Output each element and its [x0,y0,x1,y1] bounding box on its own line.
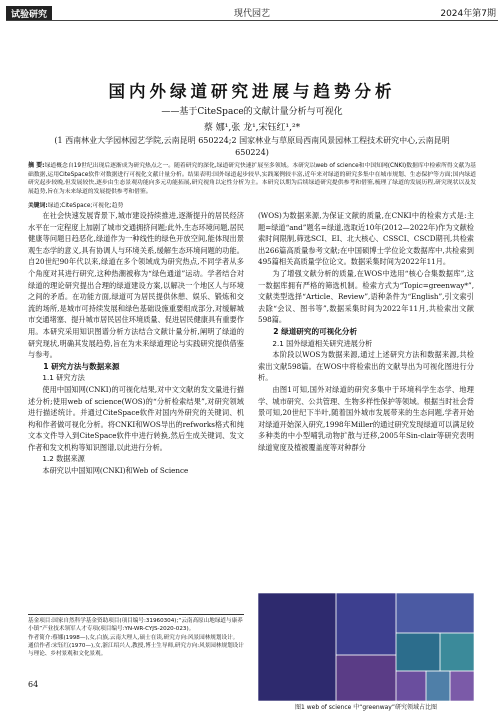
page-number: 64 [28,680,39,689]
keywords-text: 绿道;CiteSpace;可视化;趋势 [47,203,124,209]
paragraph-2-1a: 本阶段以WOS为数据来源,通过上述研究方法和数据来源,共检索出文献598篇。在WOS中将检索出的文献导出为可视化图进行分析。 [258,350,474,383]
paragraph-wos-method: 为了增强文献分析的质量,在WOS中选用“核心合集数据库”,这一数据库拥有严格的筛选机制。检索方式为“Topic=greenway*”,文献类型选择“Article、Review”,语种条件为“English”,引文索引去除“会议、图书等”,数据采集时间为2022年11月,共检索出文献598篇。 [258,268,474,325]
keywords [28,200,476,209]
subsection-heading-1-1: 1.1 研究方法 [42,373,85,383]
abstract-label: 摘 要: [28,162,45,169]
article-title: 国内外绿道研究进展与趋势分析 [108,82,396,101]
section-heading-2: 2 绿道研究的可视化分析 [273,326,358,336]
abstract-text: 绿道概念自19世纪出现后逐渐成为研究热点之一。随着研究的深化,绿道研究快速扩展至多领域。本研究以web of science和中国知网(CNKI)数据库中检索所得文献为基础数据,运用CiteSpace软件对数据进行可视化文献计量分析。结果表明:国外绿道起步较早,实践案例较丰富,近年来对绿道的研究多集中在城市规划、生态保护等方面;国内绿道研究起步较晚,但发展较快,逐步由生态景观功能向多元功能拓展,研究视角以定性分析为主。本研究以期为后续绿道研究提供参考和借鉴,梳理了绿道的发展历程,研究现状以及发展趋势,旨在为未来绿道的发展提供参考和借鉴。 [28,163,476,196]
figure-treemap [258,593,474,701]
treemap-graphic [258,593,474,701]
author-list: 蔡 娜¹,张 龙¹,宋钰红¹,²* [203,123,301,133]
footnote [28,614,244,658]
right-column [258,210,474,453]
figure-caption: 图1 web of science 中“greenway”研究领域占比图 [295,704,437,711]
header-rule [6,20,498,21]
issue-label: 2024年第7期 [440,9,496,19]
affiliation: (1 西南林业大学园林园艺学院,云南昆明 650224;2 国家林业与草原局西南风景园林工程技术研究中心,云南昆明 650224) [54,136,450,157]
article-subtitle: ——基于CiteSpace的文献计量分析与可视化 [161,107,343,117]
paragraph-1-1: 使用中国知网(CNKI)的可视化结果,对中文文献的发文量进行描述分析;使用web of science(WOS)的“分析检索结果”,对研究领域进行描述统计。并通过CiteSpace软件对国内外研究的关键词、机构和作者做可视化分析。将CNKI和WOS导出的refworks格式和纯文本文件导入到CiteSpace软件中进行转换,然后生成关键词、发文作者和发文机构等知识图谱,以此进行分析。 [28,384,244,452]
intro-paragraph: 在社会快速发展背景下,城市建设持续推进,逐渐提升的居民经济水平在一定程度上加剧了城市交通拥挤问题;此外,生态环境问题,居民健康等问题日趋恶化,绿道作为一种线性的绿色开放空间,能体现出景观生态学的意义,具有协调人与环境关系,缓解生态环境问题的功能。自20世纪90年代以来,绿道在多个领域成为研究热点,不同学者从多个角度对其进行研究,这种热潮被称为“绿色通道”运动。学者结合对绿道的理论研究提出合理的绿道建设方案,以解决一个地区人与环境之间的矛盾。在功能方面,绿道可为居民提供休憩、娱乐、锻炼和交流的场所,是城市可持续发展和绿色基础设施重要组成部分,对缓解城市交通堵塞、提升城市居民居住环境质量、促进居民健康具有重要作用。本研究采用知识图谱分析方法结合文献计量分析,阐明了绿道的研究现状,明确其发展趋势,旨在为未来绿道理论与实践研究提供借鉴与参考。 [28,211,244,360]
fund-note: 基金项目:国家自然科学基金资助项目(项目编号:31960304);“云南高原山地绿道与康养小镇”产业技术领军人才专项(项目编号:YN-WR-CYJS-2020-023)。 [28,618,243,633]
paragraph-2-1b: 由图1可知,国外对绿道的研究多集中于环境科学生态学、地理学、城市研究、公共管理、生物多样性保护等领域。根据当时社会背景可知,20世纪下半叶,随着国外城市发展带来的生态问题,学者开始对绿道开始深入研究,1998年Miller的通过研究发现绿道可以满足较多种类的中小型哺乳动物扩散与迁移,2005年Sin-clair等研究表明绿道宽度及植被覆盖度等对种群分 [258,384,474,452]
keywords-label: 关键词: [28,203,48,209]
author-bio: 作者简介:蔡娜(1998—),女,白族,云南大理人,硕士在读,研究方向:风景园林规划设计。 [28,634,239,641]
left-column [28,210,244,477]
paragraph-1-2: 本研究以中国知网(CNKI)和Web of Science [42,466,189,476]
abstract [28,162,476,197]
subsection-heading-2-1: 2.1 国外绿道相关研究进展分析 [272,338,373,348]
journal-section-badge: 试验研究 [6,6,52,21]
paragraph-data-source: (WOS)为数据来源,为保证文献的质量,在CNKI中的检索方式是:主题=绿道“and”题名=绿道,选取近10年(2012—2022年)作为文献检索时间限制,筛选SCI、EI、北大核心、CSSCI、CSCD期刊,共检索出266篇高质量参考文献;在中国硕博士学位论文数据库中,共检索到495篇相关高质量学位论文。数据采集时间为2022年11月。 [258,211,474,267]
page-header [0,0,504,22]
section-heading-1: 1 研究方法与数据来源 [43,361,120,371]
corresponding-author: 通信作者:宋钰红(1970—),女,浙江绍兴人,教授,博士生导师,研究方向:风景园林规划设计与理论、乡村景观和文化景观。 [28,642,244,658]
journal-name: 现代园艺 [233,9,270,19]
subsection-heading-1-2: 1.2 数据来源 [42,454,85,464]
